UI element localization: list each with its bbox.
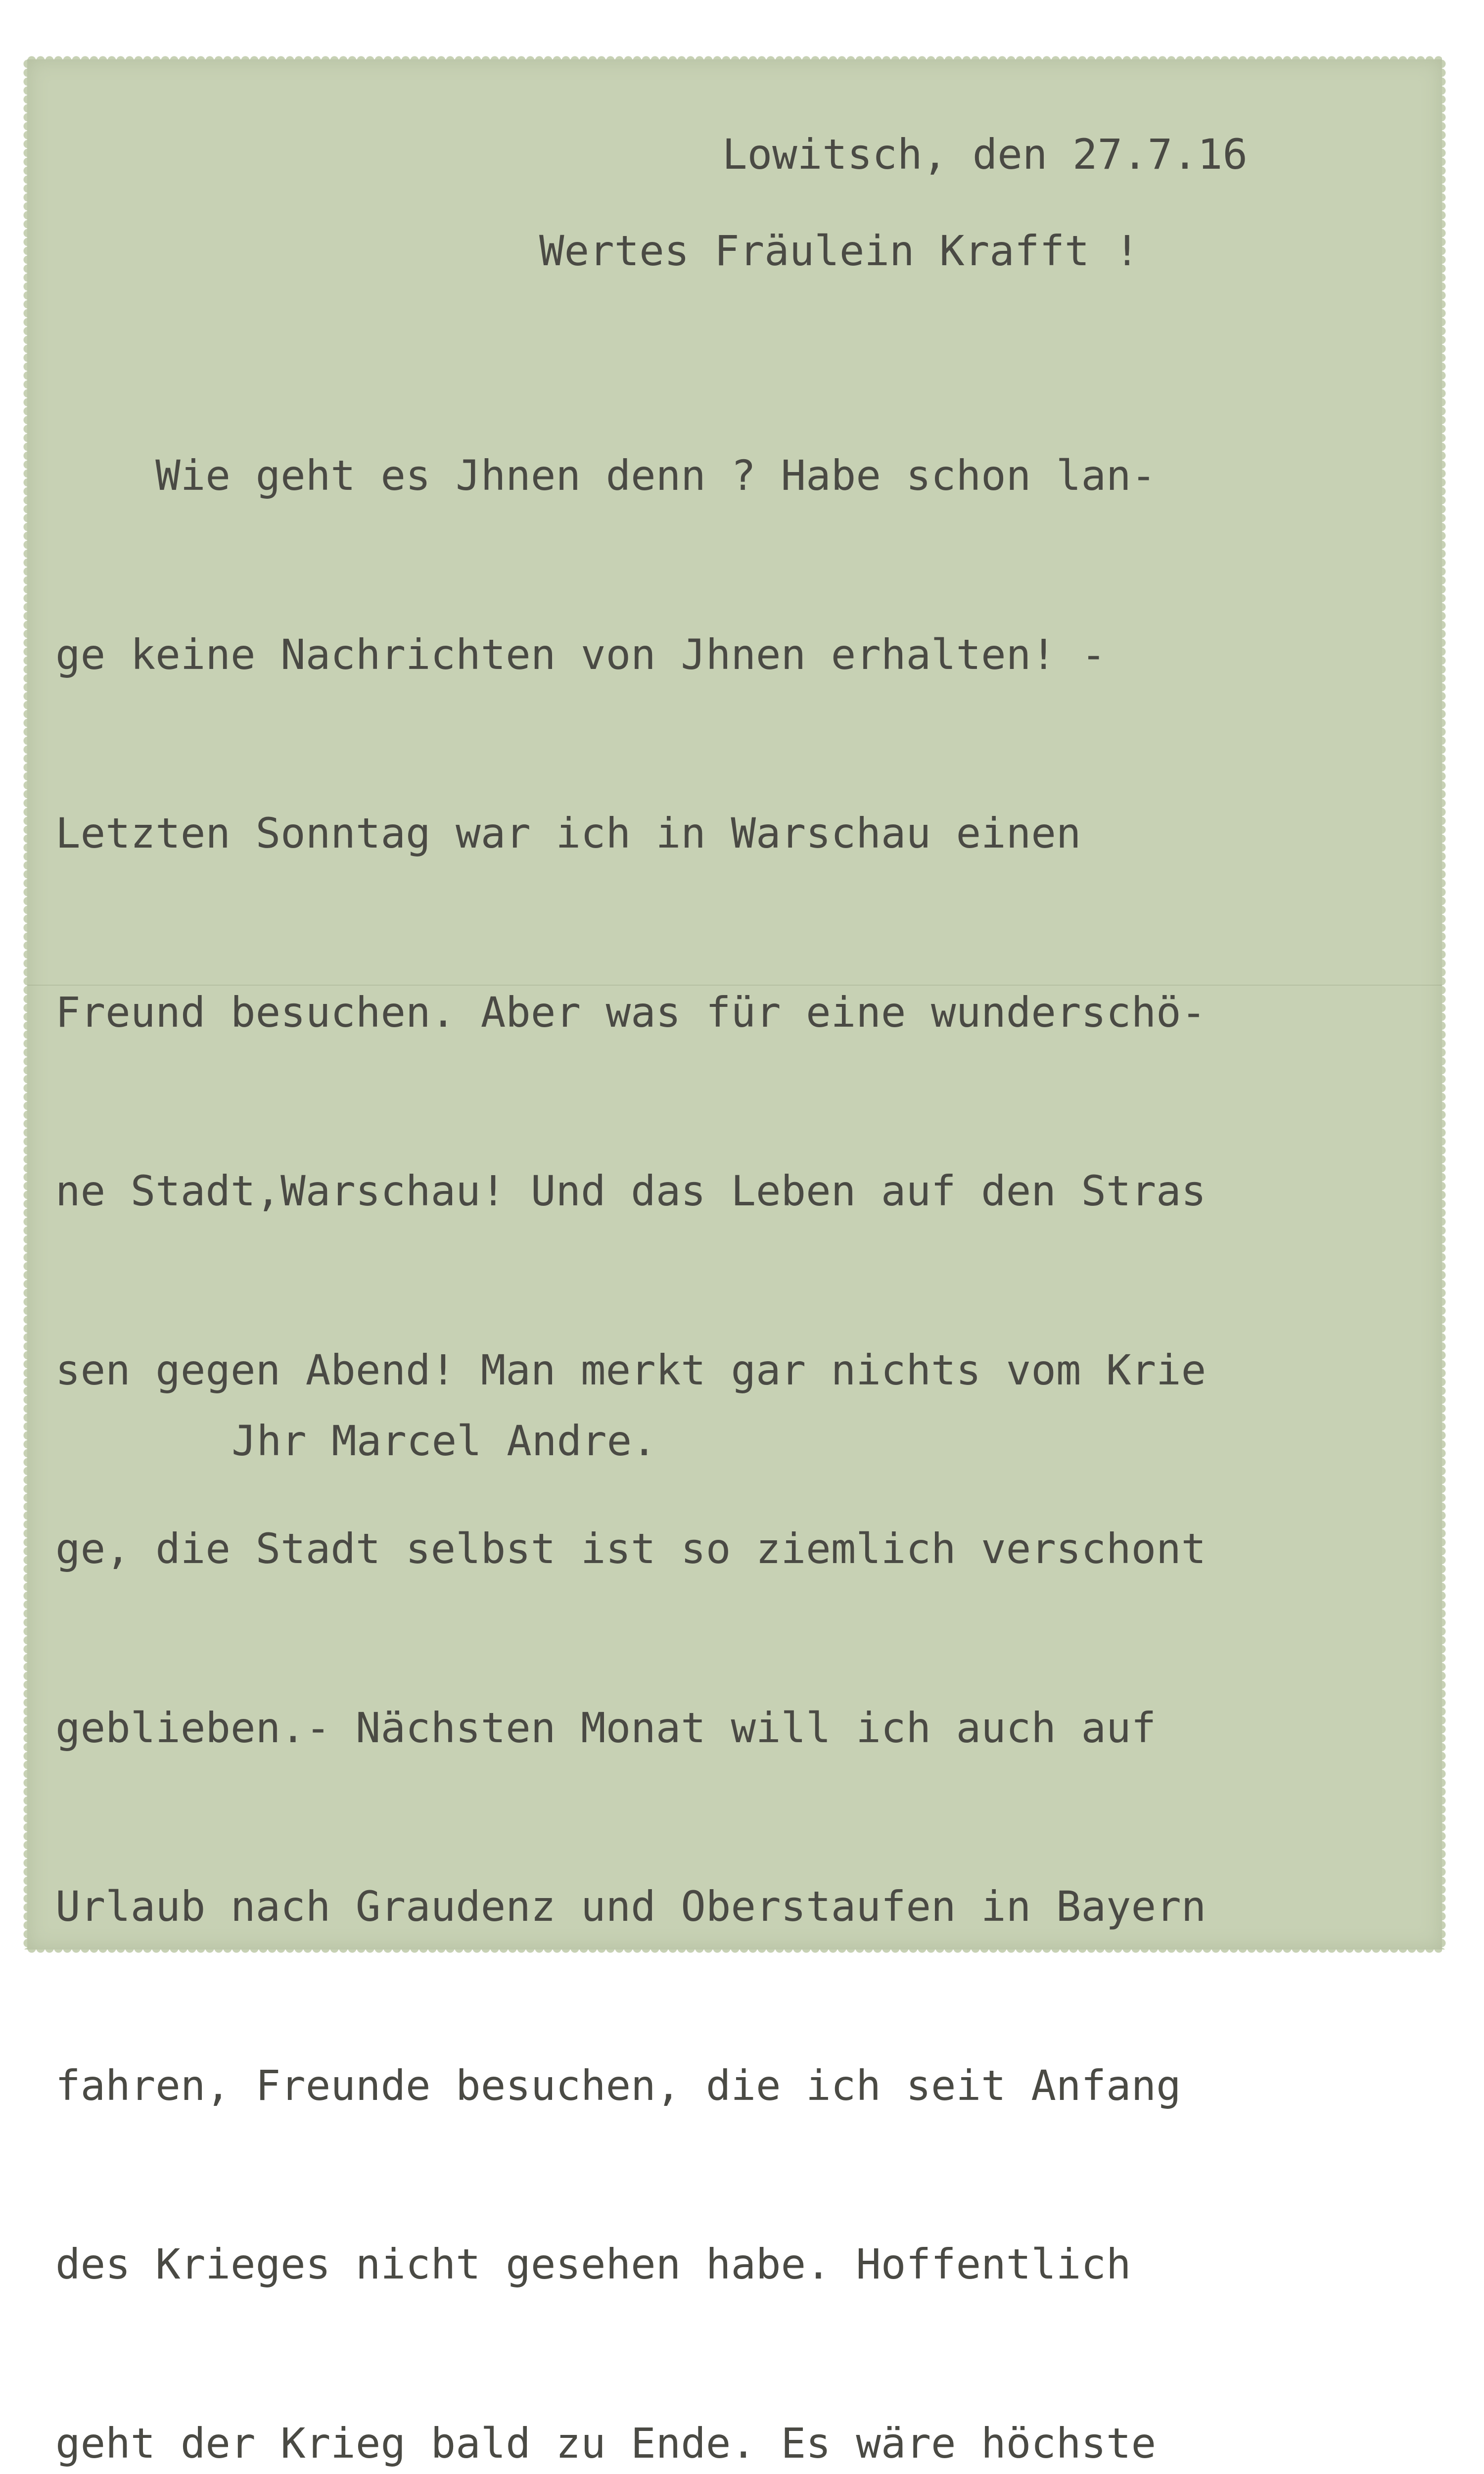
salutation: Wertes Fräulein Krafft ! xyxy=(539,227,1140,275)
body-line: Urlaub nach Graudenz und Oberstaufen in Bayern xyxy=(55,1882,1206,1931)
body-line: ge, die Stadt selbst ist so ziemlich verschont xyxy=(55,1524,1206,1573)
perforated-right-edge xyxy=(1441,59,1450,1950)
body-line: Letzten Sonntag war ich in Warschau einen xyxy=(55,809,1081,857)
body-line: sen gegen Abend! Man merkt gar nichts vom Krie xyxy=(55,1345,1206,1394)
body-line: ne Stadt,Warschau! Und das Leben auf den Stras xyxy=(55,1167,1206,1215)
signature: Jhr Marcel Andre. xyxy=(232,1417,657,1465)
dateline: Lowitsch, den 27.7.16 xyxy=(722,130,1248,179)
body-line: des Krieges nicht gesehen habe. Hoffentlich xyxy=(55,2240,1131,2288)
body-line: Freund besuchen. Aber was für eine wunderschö- xyxy=(55,988,1206,1037)
body-line: geht der Krieg bald zu Ende. Es wäre höchste xyxy=(55,2419,1157,2468)
body-line: Wie geht es Jhnen denn ? Habe schon lan- xyxy=(55,451,1157,500)
body-line: geblieben.- Nächsten Monat will ich auch auf xyxy=(55,1703,1157,1752)
body-line: fahren, Freunde besuchen, die ich seit Anfang xyxy=(55,2061,1181,2110)
perforated-left-edge xyxy=(19,59,28,1950)
letter-body xyxy=(55,327,1231,2474)
body-line: ge keine Nachrichten von Jhnen erhalten! - xyxy=(55,630,1107,679)
